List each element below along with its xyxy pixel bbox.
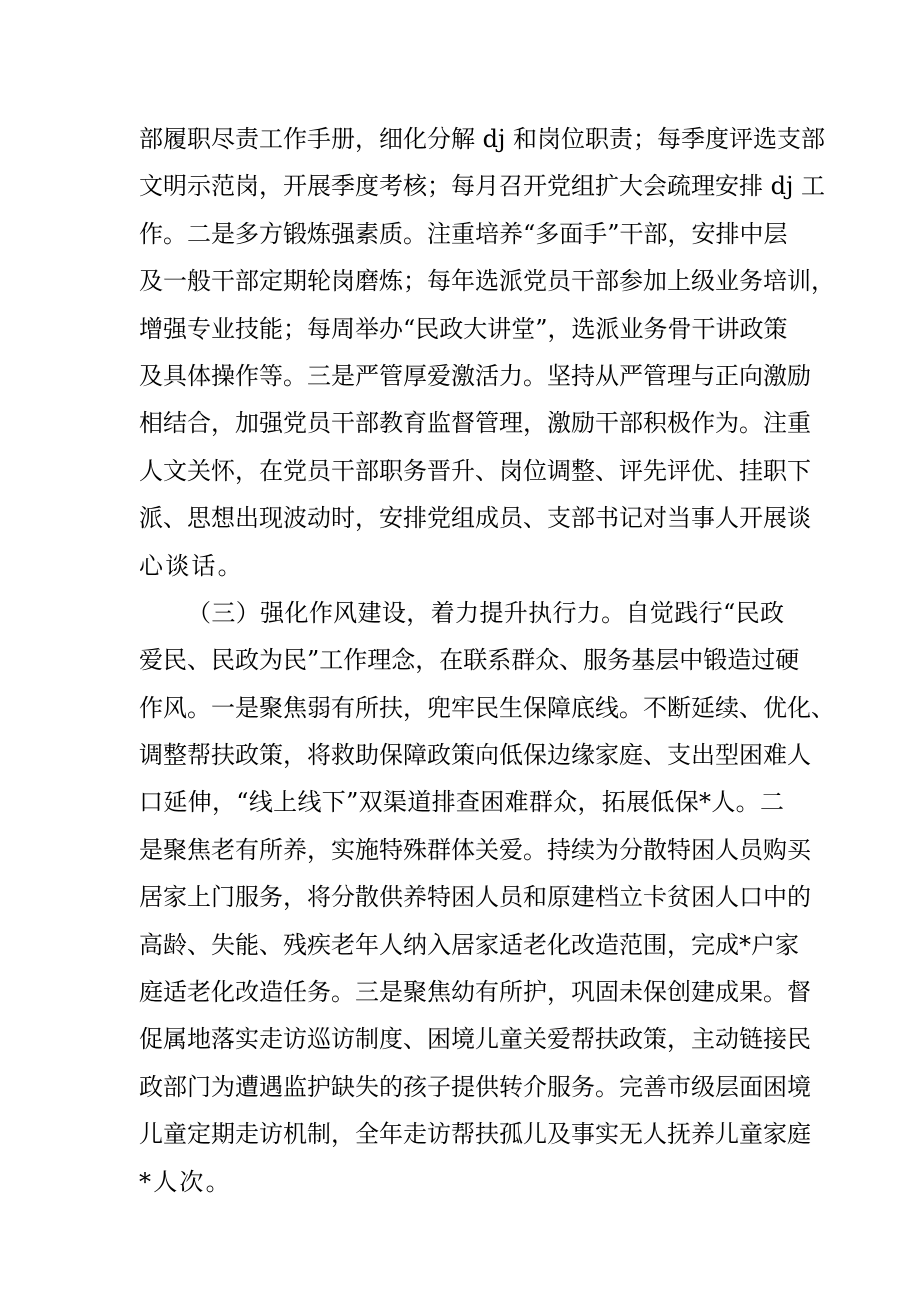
text-line-12: 爱民、民政为民”工作理念，在联系群众、服务基层中锻造过硬 (139, 646, 800, 675)
text-line-4: 及一般干部定期轮岗磨炼；每年选派党员干部参加上级业务培训， (139, 267, 835, 296)
text-line-11: （三）强化作风建设，着力提升执行力。自觉践行“民政 (187, 598, 784, 627)
text-line-17: 居家上门服务，将分散供养特困人员和原建档立卡贫困人口中的 (139, 883, 811, 912)
text-line-7: 相结合，加强党员干部教育监督管理，激励干部积极作为。注重 (139, 409, 811, 438)
text-line-2: 文明示范岗，开展季度考核；每月召开党组扩大会疏理安排 dj 工 (139, 172, 826, 201)
text-line-6: 及具体操作等。三是严管厚爱激活力。坚持从严管理与正向激励 (139, 361, 811, 390)
text-line-21: 政部门为遭遇监护缺失的孩子提供转介服务。完善市级层面困境 (139, 1072, 811, 1101)
text-line-10: 心谈话。 (139, 551, 244, 580)
text-line-18: 高龄、失能、残疾老年人纳入居家适老化改造范围，完成*户家 (139, 930, 799, 959)
text-line-19: 庭适老化改造任务。三是聚焦幼有所护，巩固未保创建成果。督 (139, 978, 811, 1007)
text-line-13: 作风。一是聚焦弱有所扶，兜牢民生保障底线。不断延续、优化、 (139, 693, 835, 722)
text-line-1: 部履职尽责工作手册，细化分解 dj 和岗位职责；每季度评选支部 (139, 125, 826, 153)
text-line-5: 增强专业技能；每周举办“民政大讲堂”，选派业务骨干讲政策 (139, 314, 788, 343)
text-line-22: 儿童定期走访机制，全年走访帮扶孤儿及事实无人抚养儿童家庭 (139, 1120, 811, 1149)
text-line-14: 调整帮扶政策，将救助保障政策向低保边缘家庭、支出型困难人 (139, 741, 811, 770)
text-line-8: 人文关怀，在党员干部职务晋升、岗位调整、评先评优、挂职下 (139, 456, 811, 485)
text-line-9: 派、思想出现波动时，安排党组成员、支部书记对当事人开展谈 (139, 504, 811, 533)
text-line-23: *人次。 (139, 1167, 232, 1196)
text-line-15: 口延伸，“线上线下”双渠道排查困难群众，拓展低保*人。二 (139, 788, 784, 817)
body-text (139, 116, 835, 1206)
text-line-20: 促属地落实走访巡访制度、困境儿童关爱帮扶政策，主动链接民 (139, 1025, 811, 1054)
text-line-3: 作。二是多方锻炼强素质。注重培养“多面手”干部，安排中层 (139, 219, 788, 248)
text-line-16: 是聚焦老有所养，实施特殊群体关爱。持续为分散特困人员购买 (139, 835, 811, 864)
